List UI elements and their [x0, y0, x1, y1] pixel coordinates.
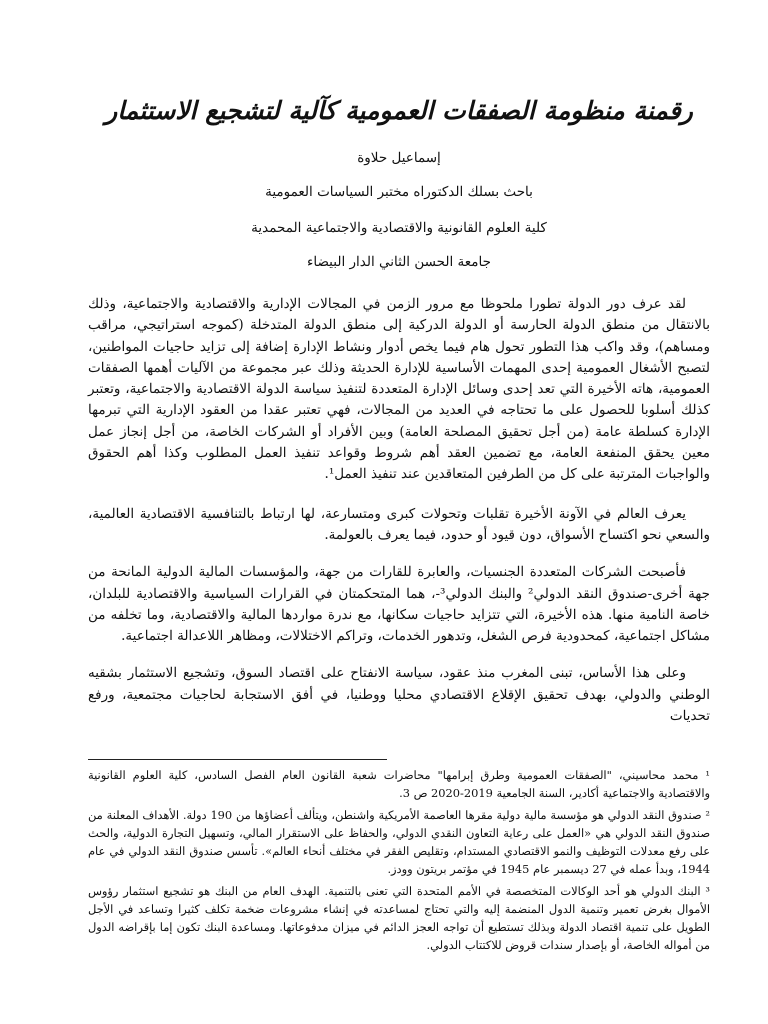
- author-faculty: كلية العلوم القانونية والاقتصادية والاجتماعية المحمدية: [251, 220, 547, 236]
- author-name: إسماعيل حلاوة: [357, 150, 441, 166]
- paper-title: رقمنة منظومة الصفقات العمومية كآلية لتشجيع الاستثمار: [105, 96, 693, 125]
- paragraph-2: يعرف العالم في الآونة الأخيرة تقلبات وتحولات كبرى ومتسارعة، لها ارتباط بالتنافسية الاقتصادية العالمية، والسعي نحو اكتساح الأسواق، دون قيود أو حدود، فيما يعرف بالعولمة.: [88, 505, 710, 543]
- author-university: جامعة الحسن الثاني الدار البيضاء: [307, 254, 491, 270]
- paragraph-1: لقد عرف دور الدولة تطورا ملحوظا مع مرور الزمن في المجالات الإدارية والاقتصادية والاجتماعية، وذلك بالانتقال من منطق الدولة الحارسة أو الدولة الدركية إلى منطق الدولة المتدخلة (كموجه استراتيجي، مراقب ومساهم)، وقد واكب هذا التطور تحول هام فيما يخص أدوار ونشاط الإدارة إضافة إلى تزايد حاجيات المواطنين، لتصبح الأشغال العمومية إحدى المهمات الأساسية للإدارة الحديثة وذلك عبر مجموعة من الآليات أهمها الصفقات العمومية، هاته الأخيرة التي تعد إحدى وسائل الإدارة المتعددة لتنفيذ سياسة الدولة الاقتصادية والاجتماعية، وتعتبر كذلك أسلوبا للحصول على ما تحتاجه في العديد من المجالات، فهي تعتبر عقدا من العقود الإدارية التي تبرمها الإدارة كسلطة عامة (من أجل تحقيق المصلحة العامة) وبين الأفراد أو الشركات الخاصة، من أجل إنجاز عمل معين يحقق المنفعة العامة، مع تضمين العقد أهم شروط وقواعد تنفيذ العمل المطلوب وكذا أهم الحقوق والواجبات المترتبة على كل من الطرفين المتعاقدين عند تنفيذ العمل¹.: [88, 296, 710, 483]
- paragraph-3: فأصبحت الشركات المتعددة الجنسيات، والعابرة للقارات من جهة، والمؤسسات المالية الدولية المانحة من جهة أخرى-صندوق النقد الدولي² والبنك الدولي³-، هما المتحكمتان في القرارات السياسية والاقتصادية للبلدان، خاصة النامية منها. هذه الأخيرة، التي تتزايد حاجيات سكانها، مع ندرة مواردها المالية والاقتصادية، وما تخلفه من مشاكل اجتماعية، كمحدودية فرص الشغل، وتدهور الخدمات، وتراكم الاختلالات، ومظاهر اللاعدالة اجتماعية.: [88, 564, 710, 645]
- footnote-divider: [88, 759, 387, 760]
- footnotes: [88, 766, 710, 958]
- document-page: [88, 0, 710, 1024]
- author-position: باحث بسلك الدكتوراه مختبر السياسات العمومية: [265, 184, 533, 200]
- body-text: [88, 294, 710, 743]
- footnote-3: ³ البنك الدولي هو أحد الوكالات المتخصصة في الأمم المتحدة التي تعنى بالتنمية. الهدف العام من البنك هو تشجيع استثمار رؤوس الأموال بغرض تعمير وتنمية الدول المنضمة إليه والتي تحتاج لمساعدته في إنشاء مشروعات ضخمة تكلف كثيرا وتساعد في الأجل الطويل على تنمية اقتصاد الدولة وبذلك تستطيع أن تواجه العجز الدائم في ميزان مدفوعاتها. ومساعدة البنك تكون إما بإقراضه الدول من أمواله الخاصة، أو بإصدار سندات قروض للاكتتاب الدولي.: [88, 884, 710, 952]
- footnote-1: ¹ محمد محاسيني، "الصفقات العمومية وطرق إبرامها" محاضرات شعبة القانون العام الفصل السادس، كلية العلوم القانونية والاقتصادية والاجتماعية أكادير، السنة الجامعية 2019-2020 ص 3.: [88, 768, 710, 800]
- paragraph-4: وعلى هذا الأساس، تبنى المغرب منذ عقود، سياسة الانفتاح على اقتصاد السوق، وتشجيع الاستثمار بشقيه الوطني والدولي، بهدف تحقيق الإقلاع الاقتصادي محليا ووطنيا، في أفق الاستجابة لحاجيات مجتمعية، ورفع تحديات: [88, 665, 710, 725]
- footnote-2: ² صندوق النقد الدولي هو مؤسسة مالية دولية مقرها العاصمة الأمريكية واشنطن، ويتألف أعضاؤها من 190 دولة. الأهداف المعلنة من صندوق النقد الدولي هي «العمل على رعاية التعاون النقدي الدولي، والحفاظ على الاستقرار المالي، وتسهيل التجارة الدولية، والحث على رفع معدلات التوظيف والنمو الاقتصادي المستدام، وتقليص الفقر في مختلف أنحاء العالم». تأسس صندوق النقد الدولي في عام 1944، وبدأ عمله في 27 ديسمبر عام 1945 في مؤتمر بريتون وودز.: [88, 808, 710, 876]
